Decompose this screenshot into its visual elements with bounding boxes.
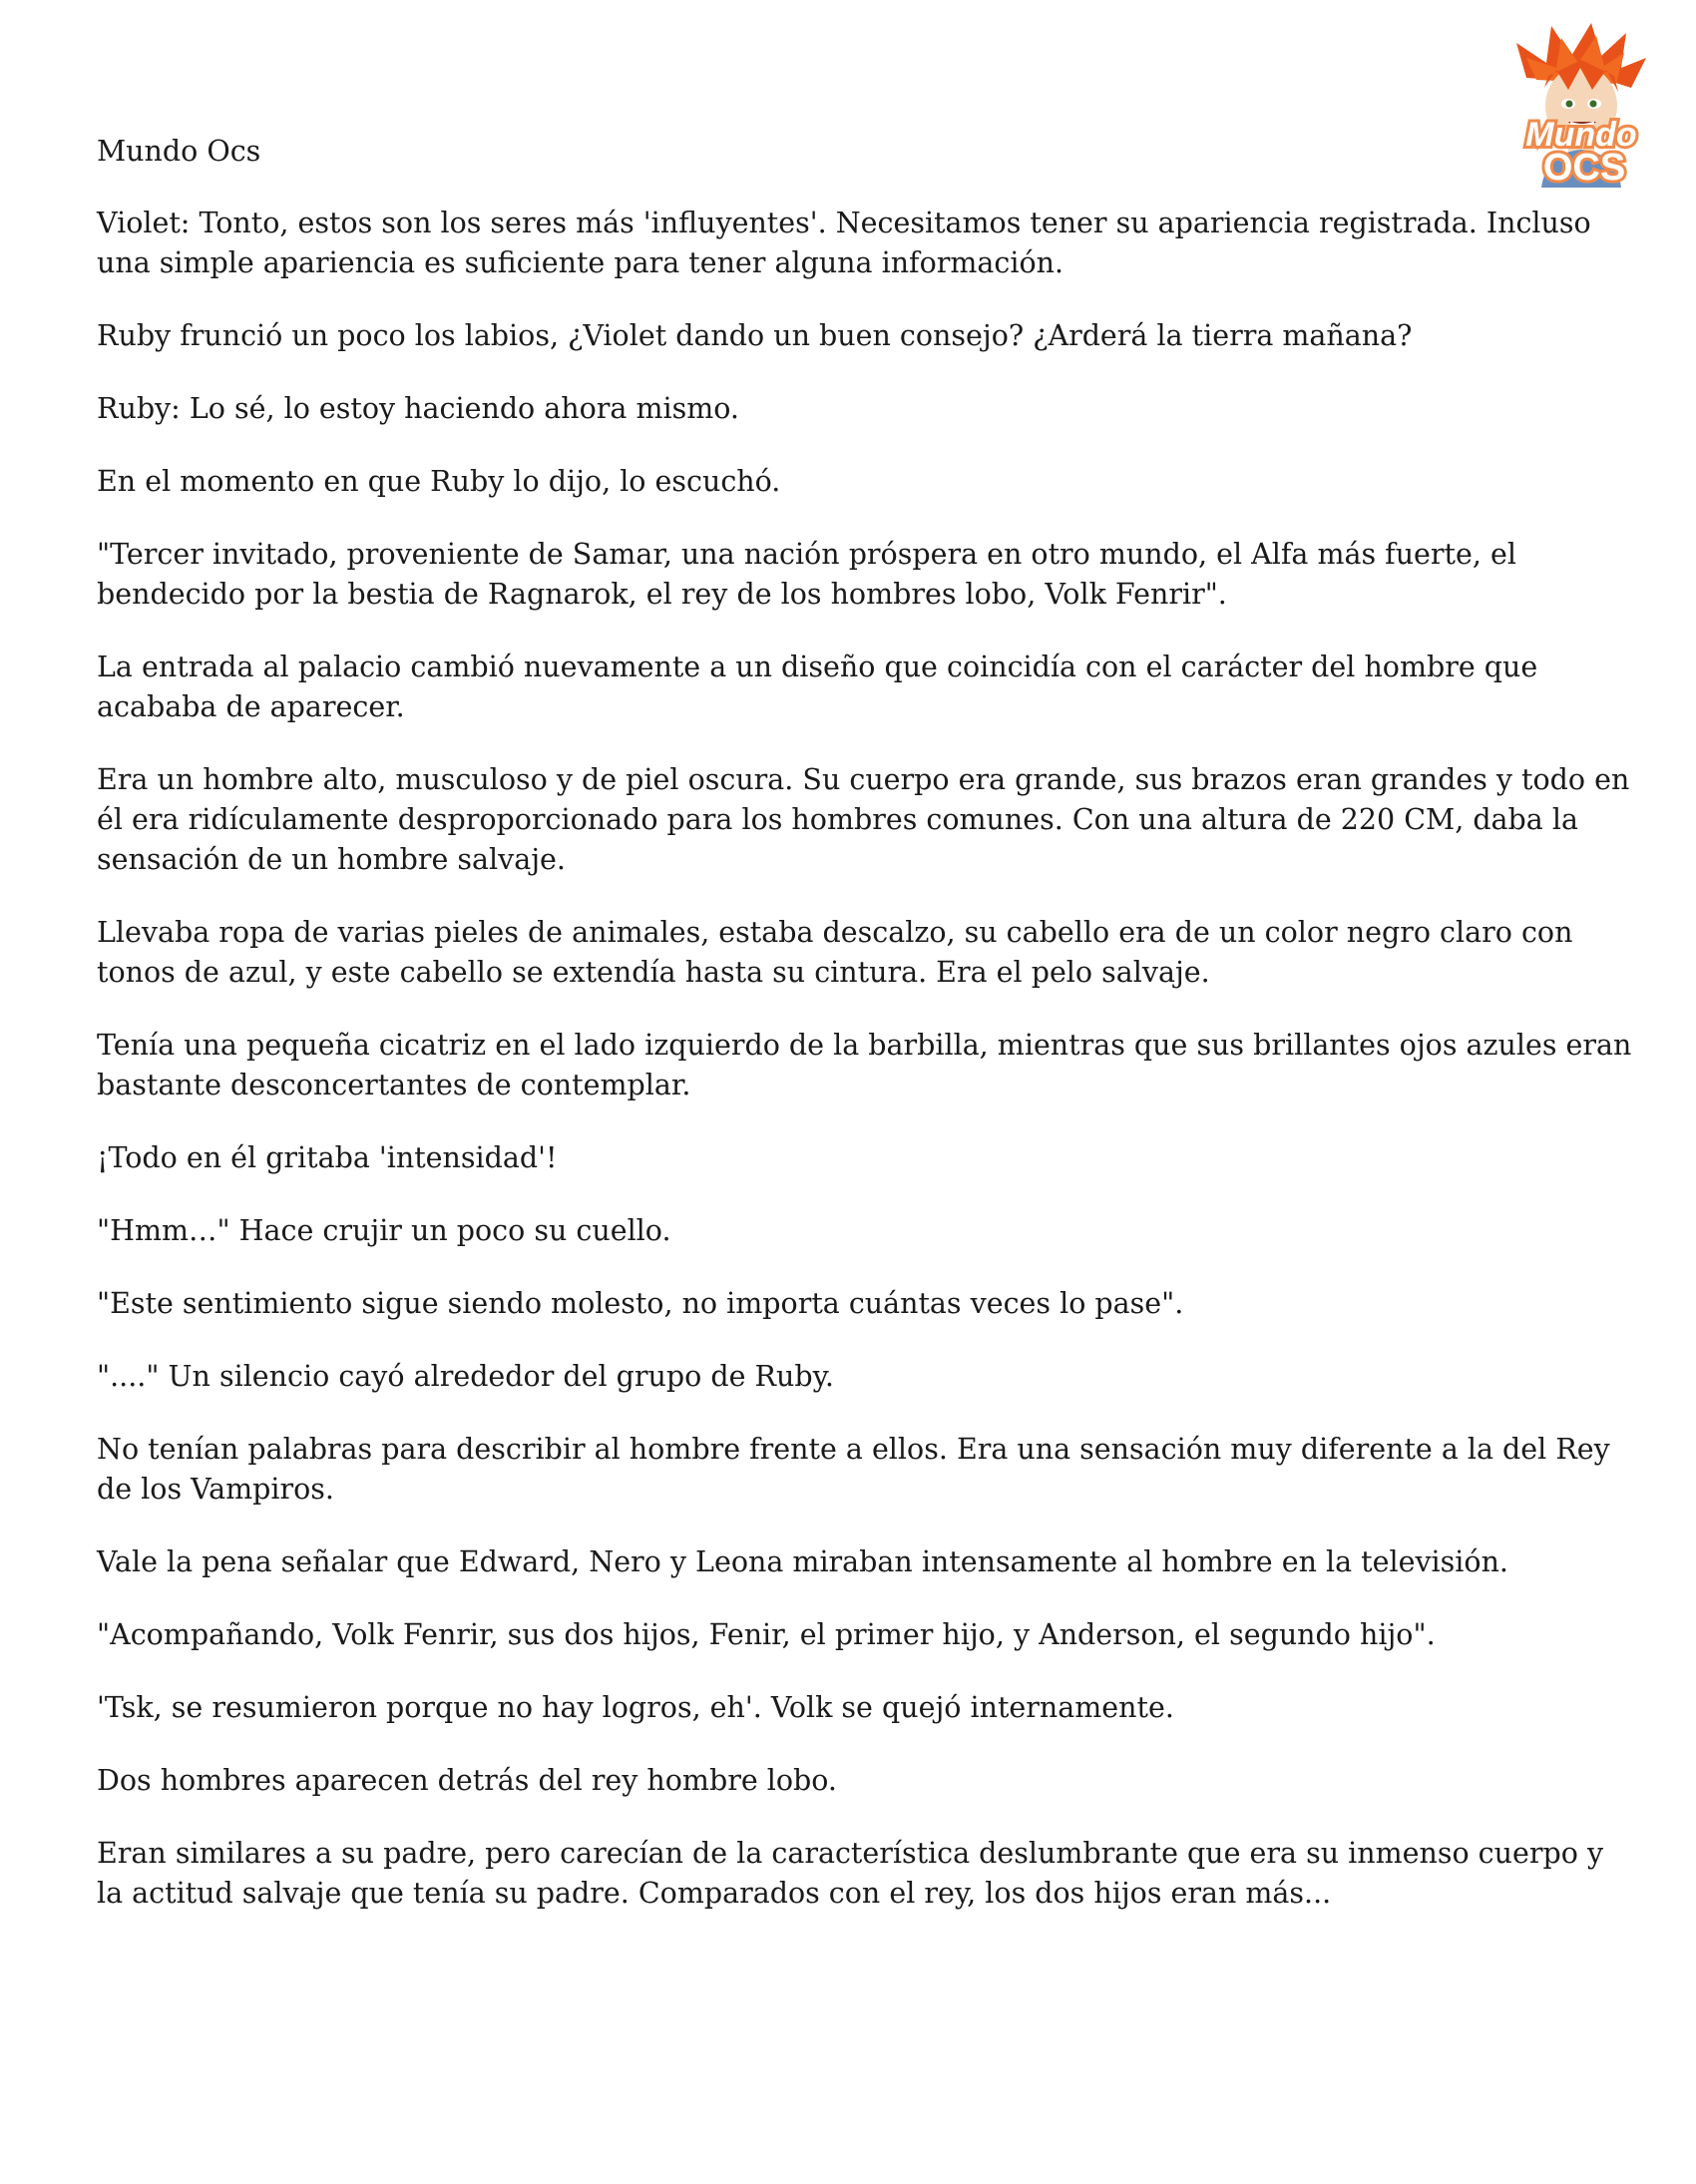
logo-character-icon — [1496, 18, 1666, 188]
paragraph: "Acompañando, Volk Fenrir, sus dos hijos, Fenir, el primer hijo, y Anderson, el segundo hijo". — [97, 1618, 1436, 1651]
svg-text:OCS: OCS — [1542, 147, 1626, 188]
paragraph: Era un hombre alto, musculoso y de piel oscura. Su cuerpo era grande, sus brazos eran grandes y todo en él era ridículamente desproporcionado para los hombres comunes. Con una altura de 220 CM, daba la sensación de un hombre salvaje. — [97, 763, 1630, 876]
paragraph: "Este sentimiento sigue siendo molesto, no importa cuántas veces lo pase". — [97, 1287, 1184, 1320]
paragraph: Ruby frunció un poco los labios, ¿Violet dando un buen consejo? ¿Arderá la tierra mañana? — [97, 319, 1413, 352]
paragraph: Ruby: Lo sé, lo estoy haciendo ahora mismo. — [97, 392, 739, 425]
paragraph: No tenían palabras para describir al hombre frente a ellos. Era una sensación muy diferente a la del Rey de los Vampiros. — [97, 1433, 1610, 1506]
paragraph: "Tercer invitado, proveniente de Samar, una nación próspera en otro mundo, el Alfa más fuerte, el bendecido por la bestia de Ragnarok, el rey de los hombres lobo, Volk Fenrir". — [97, 538, 1516, 611]
document-header-title: Mundo Ocs — [97, 135, 261, 168]
paragraph: 'Tsk, se resumieron porque no hay logros, eh'. Volk se quejó internamente. — [97, 1691, 1174, 1724]
svg-text:Mundo: Mundo — [1525, 116, 1637, 154]
paragraph: Tenía una pequeña cicatriz en el lado izquierdo de la barbilla, mientras que sus brillantes ojos azules eran bastante desconcertantes de contemplar. — [97, 1029, 1632, 1101]
mundo-ocs-logo — [1496, 18, 1666, 188]
paragraph: Llevaba ropa de varias pieles de animales, estaba descalzo, su cabello era de un color negro claro con tonos de azul, y este cabello se extendía hasta su cintura. Era el pelo salvaje. — [97, 916, 1573, 989]
paragraph: ¡Todo en él gritaba 'intensidad'! — [97, 1141, 558, 1174]
paragraph: La entrada al palacio cambió nuevamente a un diseño que coincidía con el carácter del hombre que acababa de aparecer. — [97, 651, 1538, 723]
paragraph: Dos hombres aparecen detrás del rey hombre lobo. — [97, 1764, 837, 1797]
paragraph: "...." Un silencio cayó alrededor del grupo de Ruby. — [97, 1360, 834, 1393]
paragraph: Vale la pena señalar que Edward, Nero y Leona miraban intensamente al hombre en la televisión. — [97, 1545, 1508, 1578]
paragraph: "Hmm…" Hace crujir un poco su cuello. — [97, 1214, 671, 1247]
document-body — [97, 204, 1633, 1947]
paragraph: Violet: Tonto, estos son los seres más 'influyentes'. Necesitamos tener su apariencia registrada. Incluso una simple apariencia es suficiente para tener alguna información. — [97, 207, 1591, 279]
paragraph: En el momento en que Ruby lo dijo, lo escuchó. — [97, 465, 781, 498]
paragraph: Eran similares a su padre, pero carecían de la característica deslumbrante que era su inmenso cuerpo y la actitud salvaje que tenía su padre. Comparados con el rey, los dos hijos eran más... — [97, 1837, 1604, 1910]
